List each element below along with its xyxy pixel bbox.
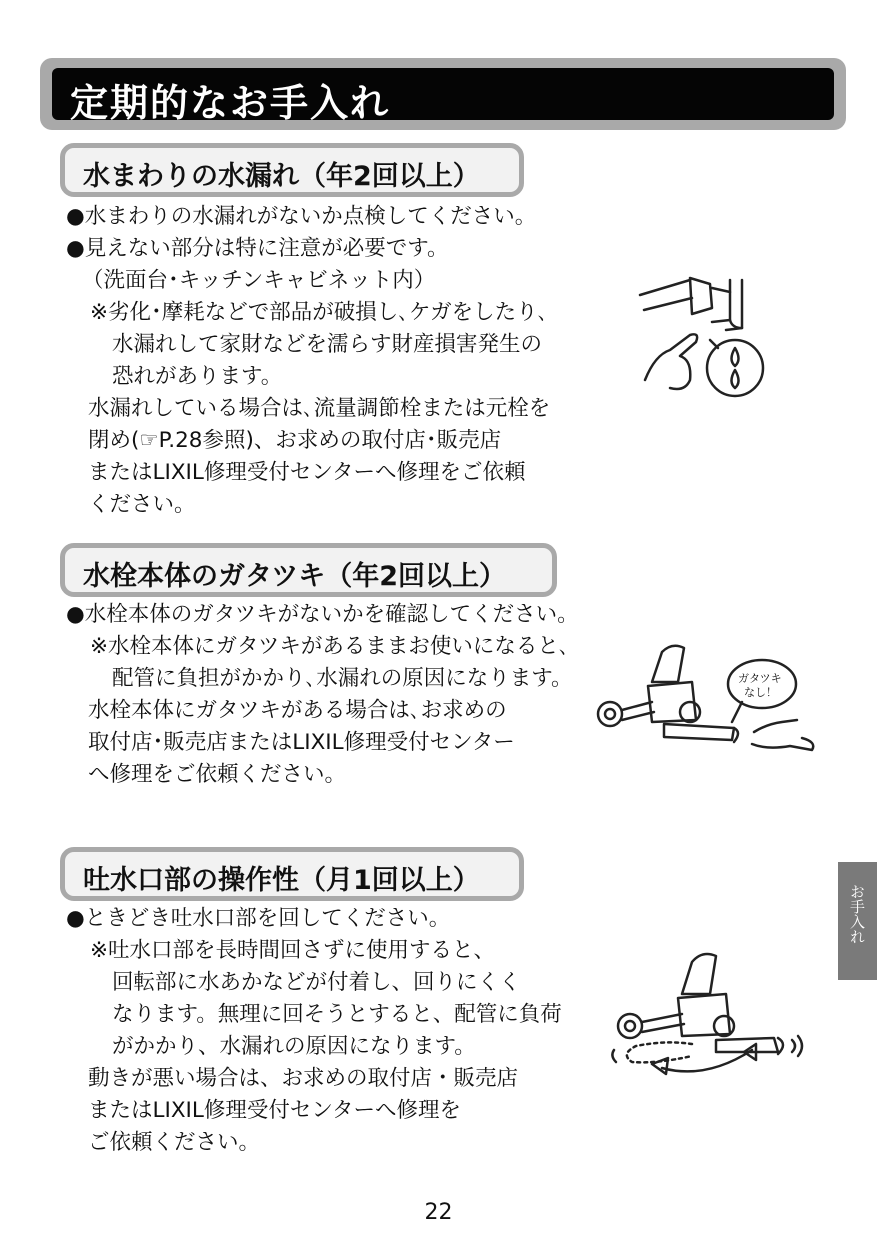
section-3-line: またはLIXIL修理受付センターへ修理を bbox=[88, 1098, 462, 1123]
faucet-wobble-illustration bbox=[592, 642, 822, 762]
section-1-line: ※劣化･摩耗などで部品が破損し､ケガをしたり､ bbox=[90, 300, 549, 325]
section-3-line: がかかり、水漏れの原因になります。 bbox=[112, 1034, 476, 1059]
section-3-line: ご依頼ください。 bbox=[88, 1130, 261, 1155]
section-2-line: 取付店･販売店またはLIXIL修理受付センター bbox=[88, 730, 515, 755]
section-heading-body-wobble bbox=[60, 543, 557, 597]
section-1-line: （洗面台･キッチンキャビネット内） bbox=[82, 268, 436, 293]
section-1-line: 水漏れして家財などを濡らす財産損害発生の bbox=[112, 332, 543, 357]
page-title: 定期的なお手入れ bbox=[70, 81, 391, 125]
section-2-line: 水栓本体にガタツキがある場合は､お求めの bbox=[88, 698, 507, 723]
section-3-line: 回転部に水あかなどが付着し、回りにくく bbox=[112, 970, 521, 995]
page-title-background bbox=[52, 68, 834, 125]
section-3-line: なります。無理に回そうとすると、配管に負荷 bbox=[112, 1002, 562, 1027]
section-1-line: 恐れがあります。 bbox=[112, 364, 283, 389]
section-1-line: ください。 bbox=[88, 492, 196, 517]
section-heading-water-leak bbox=[60, 143, 524, 197]
section-1-line: またはLIXIL修理受付センターへ修理をご依頼 bbox=[88, 460, 526, 485]
page-title-bar bbox=[40, 58, 846, 130]
section-1-line: 閉め(☞P.28参照)、お求めの取付店･販売店 bbox=[88, 428, 502, 453]
section-2-line: ※水栓本体にガタツキがあるままお使いになると､ bbox=[90, 634, 570, 659]
section-2-line: へ修理をご依頼ください。 bbox=[88, 762, 347, 787]
bubble-text-line-1: ガタツキ bbox=[738, 672, 782, 685]
section-2-line: ●水栓本体のガタツキがないかを確認してください。 bbox=[66, 602, 579, 627]
section-1-line: 水漏れしている場合は､流量調節栓または元栓を bbox=[88, 396, 551, 421]
section-heading-spout-operation bbox=[60, 847, 524, 901]
section-heading-text: 水栓本体のガタツキ（年2回以上） bbox=[83, 561, 506, 592]
section-3-line: ※吐水口部を長時間回さずに使用すると、 bbox=[90, 938, 496, 963]
side-index-tab bbox=[838, 862, 877, 980]
section-2-line: 配管に負担がかかり､水漏れの原因になります。 bbox=[112, 666, 573, 691]
page-number: 22 bbox=[424, 1200, 453, 1225]
pipe-leak-illustration bbox=[630, 270, 790, 400]
section-3-line: ●ときどき吐水口部を回してください。 bbox=[66, 906, 451, 931]
bubble-text-line-2: なし！ bbox=[744, 686, 777, 699]
side-index-tab-label: お手入れ bbox=[848, 884, 866, 944]
section-1-line: ●水まわりの水漏れがないか点検してください。 bbox=[66, 204, 537, 229]
spout-rotate-illustration bbox=[606, 940, 816, 1080]
section-3-line: 動きが悪い場合は、お求めの取付店・販売店 bbox=[88, 1066, 519, 1091]
section-heading-text: 吐水口部の操作性（月1回以上） bbox=[83, 865, 480, 896]
section-1-line: ●見えない部分は特に注意が必要です。 bbox=[66, 236, 449, 261]
section-heading-text: 水まわりの水漏れ（年2回以上） bbox=[83, 161, 480, 192]
